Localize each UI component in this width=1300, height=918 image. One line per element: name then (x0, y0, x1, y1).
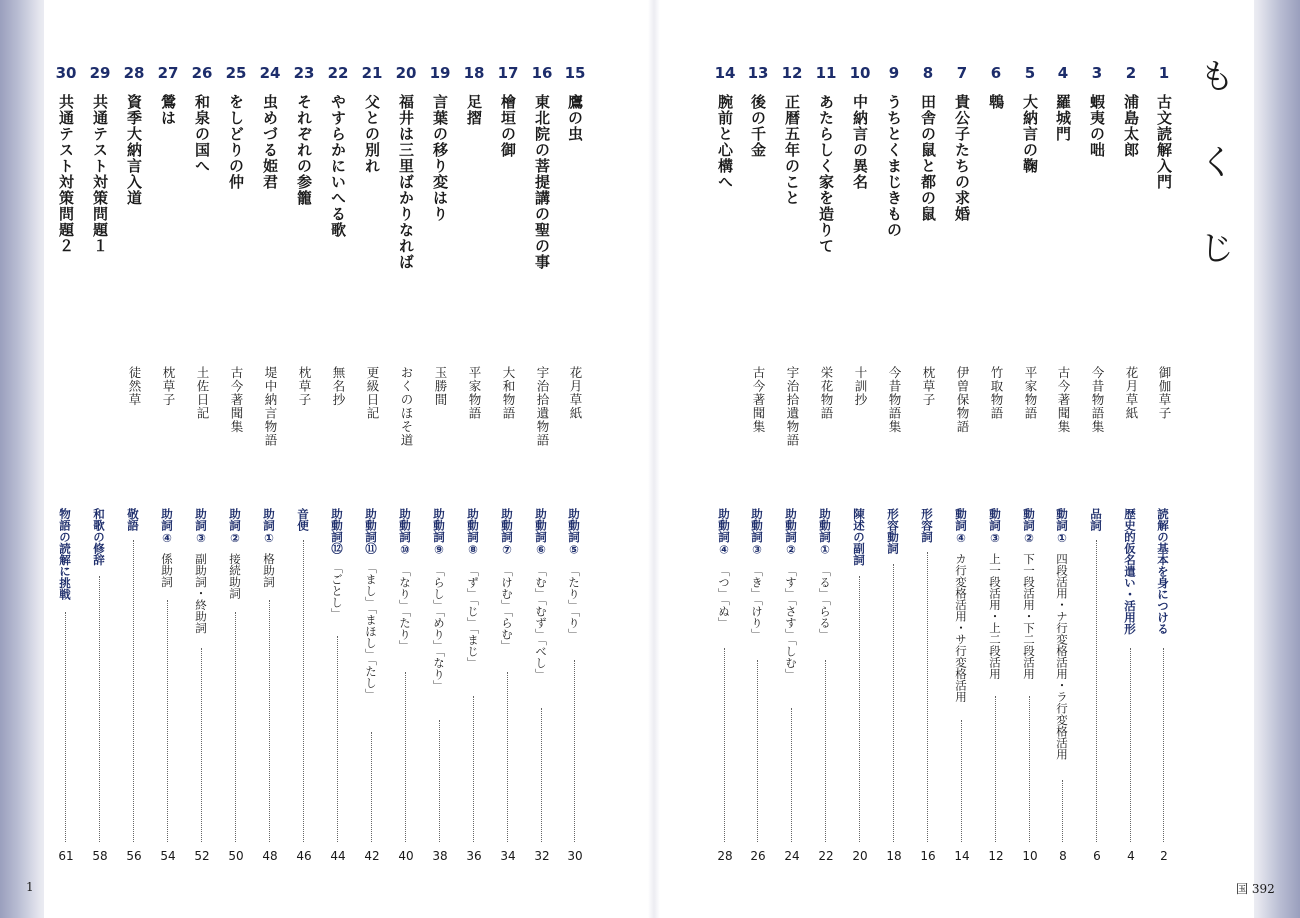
page-number: 22 (818, 849, 834, 863)
lesson-number: 30 (55, 64, 77, 82)
grammar-topic (397, 508, 413, 651)
page-number: 44 (330, 849, 346, 863)
toc-entry (326, 64, 350, 874)
lesson-source: 今昔物語集 (1090, 366, 1105, 434)
grammar-subtopic: カ行変格活用・サ行変格活用 (954, 553, 968, 703)
grammar-subtopic: 「す」「さす」「しむ」 (784, 564, 798, 680)
grammar-category: 歴史的仮名遣い・活用形 (1123, 508, 1137, 635)
grammar-category: 助詞① (262, 508, 276, 545)
lesson-number: 13 (747, 64, 769, 82)
lesson-number: 10 (849, 64, 871, 82)
lesson-number: 16 (531, 64, 553, 82)
dotted-leader (473, 696, 474, 842)
toc-entry (563, 64, 587, 874)
dotted-leader (269, 600, 270, 842)
grammar-category: 助動詞① (818, 508, 832, 557)
grammar-category: 形容動詞 (886, 508, 900, 554)
grammar-topic (749, 508, 765, 639)
lesson-title: 田舎の鼠と都の鼠 (919, 94, 937, 222)
grammar-topic (227, 508, 243, 599)
grammar-topic (1054, 508, 1070, 760)
grammar-subtopic: 「まし」「まほし」「たし」 (364, 562, 378, 700)
lesson-title: 鶯は (159, 94, 177, 126)
lesson-number: 14 (714, 64, 736, 82)
lesson-number: 28 (123, 64, 145, 82)
grammar-topic (566, 508, 582, 639)
lesson-number: 3 (1091, 64, 1103, 82)
grammar-category: 助動詞④ (717, 508, 731, 557)
dotted-leader (133, 540, 134, 842)
lesson-title: 鵯 (987, 94, 1005, 110)
toc-entry (984, 64, 1008, 874)
grammar-subtopic: 「き」「けり」 (750, 564, 764, 640)
page-number: 28 (717, 849, 733, 863)
lesson-source: 古今著聞集 (751, 366, 766, 434)
page-number: 61 (58, 849, 74, 863)
lesson-source: 宇治拾遺物語 (535, 366, 550, 447)
lesson-source: 栄花物語 (819, 366, 834, 420)
dotted-leader (201, 648, 202, 842)
grammar-category: 物語の読解に挑戦 (58, 508, 72, 600)
dotted-leader (405, 672, 406, 842)
grammar-topic (193, 508, 209, 634)
grammar-category: 音便 (296, 508, 310, 531)
lesson-title: 檜垣の御 (499, 94, 517, 158)
toc-entry (916, 64, 940, 874)
dotted-leader (337, 636, 338, 842)
grammar-topic (499, 508, 515, 651)
toc-entry (848, 64, 872, 874)
lesson-number: 11 (815, 64, 837, 82)
toc-entry (713, 64, 737, 874)
page-number: 4 (1127, 849, 1135, 863)
lesson-number: 18 (463, 64, 485, 82)
lesson-title: 共通テスト対策問題２ (57, 94, 75, 254)
grammar-category: 動詞④ (954, 508, 968, 545)
dotted-leader (65, 612, 66, 842)
toc-entry (88, 64, 112, 874)
lesson-title: うちとくまじきもの (885, 94, 903, 238)
lesson-title: 正暦五年のこと (783, 94, 801, 206)
lesson-source: 平家物語 (467, 366, 482, 420)
page-number: 18 (886, 849, 902, 863)
grammar-category: 助動詞⑨ (432, 508, 446, 557)
lesson-title: 足摺 (465, 94, 483, 126)
lesson-source: おくのほそ道 (399, 366, 414, 447)
grammar-category: 助詞② (228, 508, 242, 545)
lesson-number: 4 (1057, 64, 1069, 82)
toc-entry (156, 64, 180, 874)
grammar-subtopic: 四段活用・ナ行変格活用・ラ行変格活用 (1055, 553, 1069, 760)
folio-left: 1 (26, 880, 34, 894)
grammar-topic (533, 508, 549, 680)
toc-entry (530, 64, 554, 874)
page-number: 12 (988, 849, 1004, 863)
lesson-number: 6 (990, 64, 1002, 82)
dotted-leader (235, 612, 236, 842)
dotted-leader (961, 720, 962, 842)
toc-entry (54, 64, 78, 874)
grammar-topic (125, 508, 141, 531)
page-number: 8 (1059, 849, 1067, 863)
lesson-source: 枕草子 (161, 366, 176, 407)
toc-entry (258, 64, 282, 874)
lesson-title: 浦島太郎 (1122, 94, 1140, 158)
page-number: 46 (296, 849, 312, 863)
lesson-number: 8 (922, 64, 934, 82)
dotted-leader (995, 696, 996, 842)
lesson-number: 23 (293, 64, 315, 82)
dotted-leader (757, 660, 758, 842)
grammar-topic (1021, 508, 1037, 680)
toc-title-char: く (1200, 143, 1234, 183)
dotted-leader (1096, 540, 1097, 842)
grammar-topic (1155, 508, 1171, 635)
dotted-leader (1062, 780, 1063, 842)
grammar-subtopic: 接続助詞 (228, 553, 242, 599)
toc-entry (1085, 64, 1109, 874)
grammar-topic (987, 508, 1003, 680)
grammar-topic (716, 508, 732, 628)
lesson-source: 大和物語 (501, 366, 516, 420)
grammar-subtopic: 係助詞 (160, 553, 174, 588)
grammar-subtopic: 上一段活用・上二段活用 (988, 553, 1002, 680)
page-number: 32 (534, 849, 550, 863)
lesson-number: 19 (429, 64, 451, 82)
dotted-leader (99, 576, 100, 842)
lesson-number: 17 (497, 64, 519, 82)
page-number: 20 (852, 849, 868, 863)
grammar-category: 陳述の副詞 (852, 508, 866, 566)
page-number: 40 (398, 849, 414, 863)
grammar-category: 助動詞③ (750, 508, 764, 557)
lesson-number: 22 (327, 64, 349, 82)
page-number: 38 (432, 849, 448, 863)
dotted-leader (825, 660, 826, 842)
lesson-number: 7 (956, 64, 968, 82)
lesson-source: 御伽草子 (1157, 366, 1172, 420)
toc-entry (882, 64, 906, 874)
grammar-subtopic: 「ごとし」 (330, 562, 344, 620)
lesson-title: 和泉の国へ (193, 94, 211, 174)
grammar-subtopic: 「む」「むず」「べし」 (534, 564, 548, 680)
lesson-source: 古今著聞集 (1056, 366, 1071, 434)
lesson-source: 枕草子 (921, 366, 936, 407)
page-number: 52 (194, 849, 210, 863)
lesson-title: あたらしく家を造りて (817, 94, 835, 254)
toc-entry (746, 64, 770, 874)
grammar-topic (363, 508, 379, 700)
grammar-category: 和歌の修辞 (92, 508, 106, 566)
lesson-source: 十訓抄 (853, 366, 868, 407)
lesson-title: 羅城門 (1054, 94, 1072, 142)
grammar-subtopic: 格助詞 (262, 553, 276, 588)
toc-entry (122, 64, 146, 874)
lesson-number: 25 (225, 64, 247, 82)
toc-entry (224, 64, 248, 874)
grammar-category: 助動詞⑩ (398, 508, 412, 557)
toc-entry (1051, 64, 1075, 874)
lesson-title: それぞれの参籠 (295, 94, 313, 206)
grammar-topic (919, 508, 935, 543)
lesson-source: 竹取物語 (989, 366, 1004, 420)
page-number: 30 (567, 849, 583, 863)
grammar-category: 助動詞② (784, 508, 798, 557)
lesson-source: 更級日記 (365, 366, 380, 420)
lesson-title: 言葉の移り変はり (431, 94, 449, 222)
lesson-number: 1 (1158, 64, 1170, 82)
page-number: 48 (262, 849, 278, 863)
grammar-category: 助動詞⑫ (330, 508, 344, 554)
lesson-number: 15 (564, 64, 586, 82)
dotted-leader (1130, 648, 1131, 842)
dotted-leader (167, 600, 168, 842)
page-number: 14 (954, 849, 970, 863)
grammar-subtopic: 「たり」「り」 (567, 564, 581, 640)
lesson-source: 枕草子 (297, 366, 312, 407)
grammar-category: 助詞③ (194, 508, 208, 545)
grammar-subtopic: 「けむ」「らむ」 (500, 564, 514, 651)
lesson-title: 虫めづる姫君 (261, 94, 279, 190)
grammar-topic (91, 508, 107, 566)
grammar-subtopic: 副助詞・終助詞 (194, 553, 208, 634)
lesson-number: 24 (259, 64, 281, 82)
lesson-title: やすらかにいへる歌 (329, 94, 347, 238)
lesson-title: 福井は三里ばかりなれば (397, 94, 415, 270)
page-number: 50 (228, 849, 244, 863)
lesson-title: 共通テスト対策問題１ (91, 94, 109, 254)
lesson-source: 今昔物語集 (887, 366, 902, 434)
grammar-subtopic: 「らし」「めり」「なり」 (432, 564, 446, 691)
grammar-category: 動詞② (1022, 508, 1036, 545)
grammar-category: 読解の基本を身につける (1156, 508, 1170, 635)
lesson-source: 土佐日記 (195, 366, 210, 420)
dotted-leader (859, 576, 860, 842)
lesson-title: 古文読解入門 (1155, 94, 1173, 190)
grammar-topic (159, 508, 175, 588)
dotted-leader (927, 552, 928, 842)
grammar-category: 助動詞⑤ (567, 508, 581, 557)
dotted-leader (791, 708, 792, 842)
dotted-leader (439, 720, 440, 842)
lesson-source: 玉勝間 (433, 366, 448, 407)
dotted-leader (574, 660, 575, 842)
lesson-title: 蝦夷の咄 (1088, 94, 1106, 158)
toc-entry (814, 64, 838, 874)
grammar-topic (295, 508, 311, 531)
toc-entry (1119, 64, 1143, 874)
dotted-leader (371, 732, 372, 842)
lesson-source: 花月草紙 (568, 366, 583, 420)
grammar-subtopic: 「る」「らる」 (818, 564, 832, 640)
grammar-topic (851, 508, 867, 566)
lesson-source: 無名抄 (331, 366, 346, 407)
grammar-topic (465, 508, 481, 668)
lesson-title: 中納言の異名 (851, 94, 869, 190)
grammar-category: 形容詞 (920, 508, 934, 543)
grammar-subtopic: 「つ」「ぬ」 (717, 564, 731, 628)
toc-entry (780, 64, 804, 874)
grammar-category: 助詞④ (160, 508, 174, 545)
lesson-title: 資季大納言入道 (125, 94, 143, 206)
lesson-title: 腕前と心構へ (716, 94, 734, 190)
dotted-leader (541, 708, 542, 842)
dotted-leader (1029, 696, 1030, 842)
grammar-category: 品詞 (1089, 508, 1103, 531)
lesson-source: 宇治拾遺物語 (785, 366, 800, 447)
page-number: 36 (466, 849, 482, 863)
page-number: 10 (1022, 849, 1038, 863)
lesson-source: 堤中納言物語 (263, 366, 278, 447)
toc-entry (496, 64, 520, 874)
dotted-leader (507, 672, 508, 842)
toc-entry (950, 64, 974, 874)
grammar-category: 助動詞⑥ (534, 508, 548, 557)
grammar-subtopic: 「なり」「たり」 (398, 564, 412, 651)
toc-entry (360, 64, 384, 874)
lesson-number: 9 (888, 64, 900, 82)
grammar-category: 動詞① (1055, 508, 1069, 545)
toc-entry (190, 64, 214, 874)
lesson-title: 父との別れ (363, 94, 381, 174)
lesson-title: をしどりの仲 (227, 94, 245, 190)
page-number: 34 (500, 849, 516, 863)
lesson-source: 古今著聞集 (229, 366, 244, 434)
page-number: 24 (784, 849, 800, 863)
toc-title-char: じ (1200, 229, 1234, 269)
lesson-source: 平家物語 (1023, 366, 1038, 420)
lesson-source: 伊曽保物語 (955, 366, 970, 434)
grammar-category: 助動詞⑪ (364, 508, 378, 554)
toc-title (1197, 57, 1237, 318)
lesson-number: 26 (191, 64, 213, 82)
grammar-topic (57, 508, 73, 600)
toc-entry (428, 64, 452, 874)
grammar-topic (431, 508, 447, 691)
grammar-subtopic: 下一段活用・下二段活用 (1022, 553, 1036, 680)
dotted-leader (893, 564, 894, 842)
page-number: 54 (160, 849, 176, 863)
grammar-topic (783, 508, 799, 680)
lesson-number: 20 (395, 64, 417, 82)
grammar-topic (1122, 508, 1138, 635)
page-number: 16 (920, 849, 936, 863)
lesson-title: 後の千金 (749, 94, 767, 158)
page-number: 58 (92, 849, 108, 863)
grammar-subtopic: 「ず」「じ」「まじ」 (466, 564, 480, 668)
page-number: 6 (1093, 849, 1101, 863)
page-number: 26 (750, 849, 766, 863)
lesson-number: 5 (1024, 64, 1036, 82)
dotted-leader (724, 648, 725, 842)
lesson-source: 徒然草 (127, 366, 142, 407)
grammar-category: 助動詞⑧ (466, 508, 480, 557)
toc-entry (1152, 64, 1176, 874)
toc-entry (1018, 64, 1042, 874)
grammar-topic (885, 508, 901, 554)
lesson-number: 27 (157, 64, 179, 82)
lesson-number: 21 (361, 64, 383, 82)
lesson-number: 2 (1125, 64, 1137, 82)
grammar-topic (953, 508, 969, 703)
lesson-title: 大納言の鞠 (1021, 94, 1039, 174)
toc-title-char: も (1200, 57, 1234, 97)
lesson-title: 東北院の菩提講の聖の事 (533, 94, 551, 270)
grammar-topic (1088, 508, 1104, 531)
folio-right: 国 392 (1236, 882, 1275, 896)
page-number: 56 (126, 849, 142, 863)
grammar-topic (817, 508, 833, 639)
dotted-leader (1163, 648, 1164, 842)
page-number: 42 (364, 849, 380, 863)
toc-entry (462, 64, 486, 874)
lesson-number: 29 (89, 64, 111, 82)
lesson-source: 花月草紙 (1124, 366, 1139, 420)
lesson-number: 12 (781, 64, 803, 82)
dotted-leader (303, 540, 304, 842)
lesson-title: 貴公子たちの求婚 (953, 94, 971, 222)
book-gutter (648, 0, 660, 918)
grammar-category: 助動詞⑦ (500, 508, 514, 557)
grammar-topic (261, 508, 277, 588)
toc-entry (394, 64, 418, 874)
grammar-topic (329, 508, 345, 620)
page-number: 2 (1160, 849, 1168, 863)
toc-entry (292, 64, 316, 874)
grammar-category: 敬語 (126, 508, 140, 531)
lesson-title: 鷹の虫 (566, 94, 584, 142)
grammar-category: 動詞③ (988, 508, 1002, 545)
